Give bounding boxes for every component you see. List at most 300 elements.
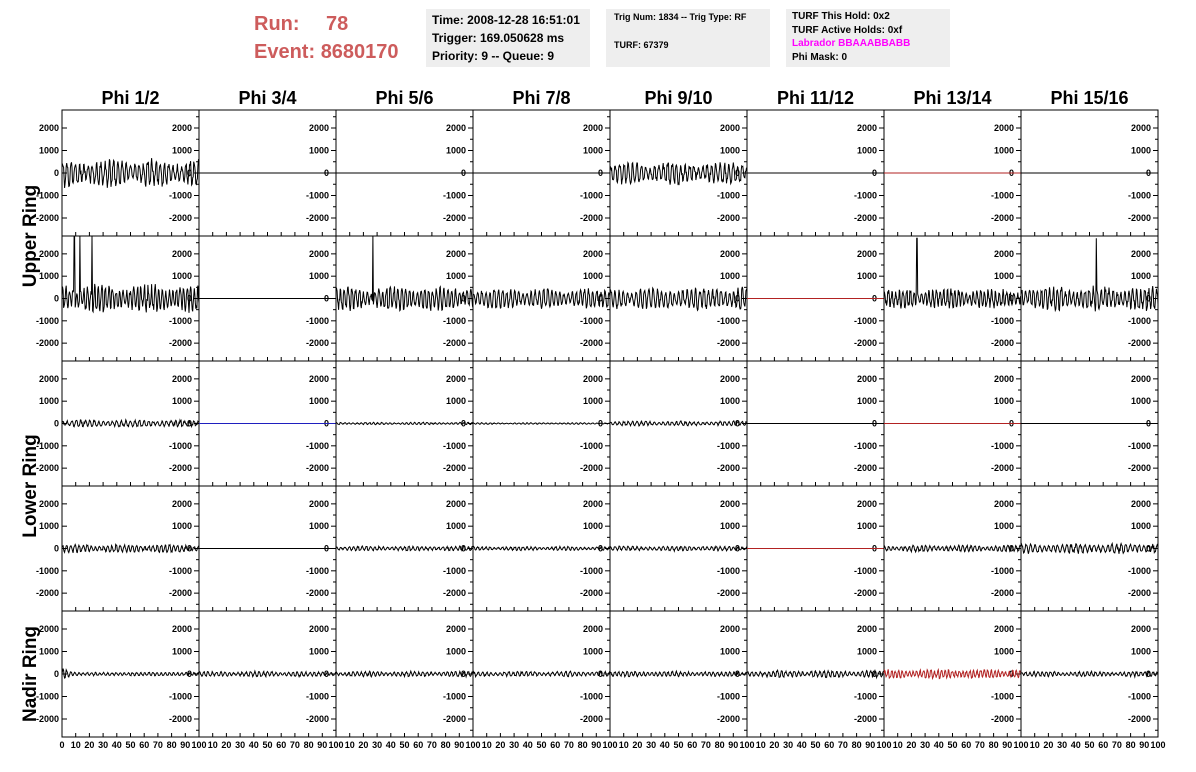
- y-tick-label: -2000: [853, 588, 877, 599]
- x-tick-label: 80: [1125, 740, 1136, 750]
- x-tick-label: 40: [385, 740, 396, 750]
- event-label: Event:: [254, 41, 316, 63]
- y-tick-label: 0: [597, 168, 603, 178]
- x-tick-label: 70: [700, 740, 711, 750]
- waveform-panel: [747, 611, 884, 737]
- y-tick-label: -2000: [305, 463, 329, 474]
- phi-title: Phi 13/14: [913, 88, 992, 108]
- x-tick-label: 70: [837, 740, 848, 750]
- x-tick-label: 40: [796, 740, 807, 750]
- y-tick-label: 2000: [856, 248, 877, 259]
- turf-text: TURF: 67379: [614, 40, 669, 50]
- x-tick-label: 70: [974, 740, 985, 750]
- y-tick-label: 1000: [1130, 521, 1151, 532]
- waveform-panel: [884, 486, 1021, 611]
- y-tick-label: 2000: [719, 373, 740, 384]
- event-value: 8680170: [320, 41, 399, 63]
- y-tick-label: 0: [1145, 543, 1151, 554]
- x-tick-label: 20: [495, 740, 506, 750]
- y-tick-label: -2000: [1127, 463, 1151, 474]
- y-tick-label: -2000: [579, 714, 603, 724]
- x-tick-label: 40: [111, 740, 122, 750]
- y-tick-label: 1000: [38, 145, 59, 156]
- x-tick-label: 80: [851, 740, 862, 750]
- y-tick-label: 0: [460, 293, 466, 304]
- x-tick-label: 60: [550, 740, 561, 750]
- x-tick-label: 20: [358, 740, 369, 750]
- x-tick-label: 50: [673, 740, 684, 750]
- y-tick-label: 1000: [445, 145, 466, 156]
- y-tick-label: 0: [323, 543, 329, 554]
- y-tick-label: 2000: [993, 498, 1014, 509]
- y-tick-label: 2000: [308, 123, 329, 133]
- y-tick-label: 2000: [1130, 373, 1151, 384]
- y-tick-label: 2000: [993, 373, 1014, 384]
- phi-mask-text: Phi Mask: 0: [792, 51, 848, 63]
- waveform-panel: [199, 361, 336, 486]
- x-tick-label: 50: [810, 740, 821, 750]
- x-tick-label: 10: [755, 740, 766, 750]
- x-tick-label: 80: [714, 740, 725, 750]
- y-tick-label: 1000: [171, 521, 192, 532]
- waveform-panel: [884, 611, 1021, 737]
- y-tick-label: -1000: [579, 691, 603, 702]
- y-tick-label: 2000: [719, 248, 740, 259]
- y-tick-label: 1000: [308, 646, 329, 657]
- y-tick-label: -1000: [168, 565, 192, 576]
- y-tick-label: 2000: [38, 248, 59, 259]
- x-tick-label: 50: [399, 740, 410, 750]
- y-tick-label: 2000: [856, 498, 877, 509]
- y-tick-label: -1000: [716, 691, 740, 702]
- y-tick-label: 2000: [38, 123, 59, 133]
- y-tick-label: 0: [734, 168, 740, 178]
- x-tick-label: 90: [728, 740, 739, 750]
- waveform-panel: [610, 110, 747, 236]
- y-tick-label: 0: [1008, 669, 1014, 679]
- x-tick-label: 20: [1043, 740, 1054, 750]
- y-tick-label: -2000: [168, 213, 192, 223]
- y-tick-label: 0: [53, 418, 59, 429]
- y-tick-label: 2000: [856, 373, 877, 384]
- x-tick-label: 30: [646, 740, 657, 750]
- y-tick-label: -2000: [35, 213, 59, 223]
- waveform-panel: [747, 110, 884, 236]
- waveform-panel: [473, 611, 610, 737]
- x-tick-label: 100: [1013, 740, 1029, 750]
- y-tick-label: -2000: [990, 463, 1014, 474]
- x-tick-label: 60: [961, 740, 972, 750]
- y-tick-label: -1000: [1127, 190, 1151, 201]
- y-tick-label: -2000: [442, 463, 466, 474]
- y-tick-label: -1000: [305, 440, 329, 451]
- x-tick-label: 100: [602, 740, 618, 750]
- y-tick-label: 1000: [1130, 396, 1151, 407]
- y-tick-label: 0: [323, 293, 329, 304]
- y-tick-label: 2000: [308, 498, 329, 509]
- y-tick-label: -1000: [990, 440, 1014, 451]
- phi-title: Phi 5/6: [375, 88, 434, 108]
- y-tick-label: -1000: [442, 190, 466, 201]
- y-tick-label: 1000: [38, 271, 59, 282]
- waveform-panel: [36, 236, 199, 361]
- y-tick-label: -2000: [1127, 213, 1151, 223]
- y-tick-label: -2000: [35, 463, 59, 474]
- y-tick-label: 1000: [719, 271, 740, 282]
- y-tick-label: 2000: [719, 123, 740, 133]
- x-tick-label: 70: [152, 740, 163, 750]
- x-tick-label: 10: [207, 740, 218, 750]
- y-tick-label: 0: [460, 669, 466, 679]
- y-tick-label: 2000: [171, 624, 192, 634]
- x-tick-label: 10: [892, 740, 903, 750]
- y-tick-label: 0: [1145, 418, 1151, 429]
- y-tick-label: 0: [1008, 293, 1014, 304]
- y-tick-label: 1000: [445, 271, 466, 282]
- waveform-panel: [36, 110, 199, 236]
- y-tick-label: 1000: [993, 145, 1014, 156]
- x-tick-label: 20: [632, 740, 643, 750]
- x-tick-label: 30: [920, 740, 931, 750]
- y-tick-label: 0: [460, 168, 466, 178]
- waveform-panel: [610, 486, 747, 611]
- y-tick-label: 0: [186, 543, 192, 554]
- y-tick-label: 0: [597, 293, 603, 304]
- x-tick-label: 100: [876, 740, 892, 750]
- y-tick-label: 2000: [38, 498, 59, 509]
- y-tick-label: -1000: [579, 315, 603, 326]
- y-tick-label: -1000: [35, 691, 59, 702]
- x-tick-label: 0: [59, 740, 65, 750]
- turf-active-holds-text: TURF Active Holds: 0xf: [792, 24, 903, 36]
- y-tick-label: 1000: [993, 271, 1014, 282]
- y-tick-label: -1000: [716, 315, 740, 326]
- x-tick-label: 30: [1057, 740, 1068, 750]
- waveform-panel: [610, 361, 747, 486]
- y-tick-label: -1000: [716, 190, 740, 201]
- y-tick-label: 0: [871, 293, 877, 304]
- y-tick-label: 2000: [445, 373, 466, 384]
- waveform-panel: [1021, 611, 1158, 737]
- x-tick-label: 100: [465, 740, 481, 750]
- y-tick-label: -2000: [853, 463, 877, 474]
- y-tick-label: -2000: [853, 338, 877, 349]
- y-tick-label: -2000: [990, 213, 1014, 223]
- y-tick-label: 0: [597, 418, 603, 429]
- y-tick-label: 1000: [171, 145, 192, 156]
- y-tick-label: -1000: [35, 440, 59, 451]
- x-tick-label: 100: [328, 740, 344, 750]
- y-tick-label: 2000: [856, 123, 877, 133]
- time-text: Time: 2008-12-28 16:51:01: [432, 13, 580, 27]
- y-tick-label: 2000: [993, 123, 1014, 133]
- y-tick-label: -1000: [1127, 691, 1151, 702]
- phi-title: Phi 11/12: [776, 88, 855, 108]
- y-tick-label: -2000: [35, 338, 59, 349]
- y-tick-label: -1000: [990, 691, 1014, 702]
- y-tick-label: 1000: [719, 521, 740, 532]
- waveform-panel: [1021, 236, 1158, 361]
- y-tick-label: 2000: [38, 624, 59, 634]
- y-tick-label: -2000: [990, 714, 1014, 724]
- x-tick-label: 40: [659, 740, 670, 750]
- x-tick-label: 80: [988, 740, 999, 750]
- y-tick-label: -1000: [716, 565, 740, 576]
- y-tick-label: 2000: [308, 248, 329, 259]
- y-tick-label: 1000: [445, 521, 466, 532]
- x-tick-label: 70: [563, 740, 574, 750]
- y-tick-label: 0: [734, 418, 740, 429]
- y-tick-label: 0: [460, 543, 466, 554]
- x-tick-label: 90: [591, 740, 602, 750]
- x-tick-label: 70: [426, 740, 437, 750]
- y-tick-label: -1000: [168, 315, 192, 326]
- ring-label: Nadir Ring: [20, 625, 41, 723]
- y-tick-label: -2000: [35, 588, 59, 599]
- x-tick-label: 20: [769, 740, 780, 750]
- waveform-panel: [36, 486, 199, 611]
- y-tick-label: -1000: [853, 440, 877, 451]
- y-tick-label: -2000: [442, 213, 466, 223]
- y-tick-label: -2000: [168, 714, 192, 724]
- y-tick-label: 2000: [719, 498, 740, 509]
- x-tick-label: 30: [372, 740, 383, 750]
- y-tick-label: -1000: [853, 565, 877, 576]
- y-tick-label: 1000: [38, 521, 59, 532]
- x-tick-label: 40: [1070, 740, 1081, 750]
- y-tick-label: 0: [1008, 543, 1014, 554]
- waveform-panel: [336, 236, 473, 361]
- x-tick-label: 50: [1084, 740, 1095, 750]
- y-tick-label: 1000: [856, 521, 877, 532]
- y-tick-label: -2000: [853, 714, 877, 724]
- y-tick-label: -1000: [1127, 315, 1151, 326]
- y-tick-label: -2000: [168, 588, 192, 599]
- y-tick-label: -2000: [442, 588, 466, 599]
- phi-title: Phi 3/4: [238, 88, 297, 108]
- y-tick-label: 2000: [582, 498, 603, 509]
- y-tick-label: 1000: [171, 271, 192, 282]
- x-tick-label: 60: [413, 740, 424, 750]
- y-tick-label: 0: [53, 543, 59, 554]
- x-tick-label: 40: [522, 740, 533, 750]
- x-tick-label: 100: [1150, 740, 1166, 750]
- y-tick-label: 0: [871, 418, 877, 429]
- y-tick-label: -1000: [853, 691, 877, 702]
- y-tick-label: 0: [186, 168, 192, 178]
- y-tick-label: 2000: [1130, 123, 1151, 133]
- x-tick-label: 90: [1139, 740, 1150, 750]
- y-tick-label: -1000: [35, 190, 59, 201]
- y-tick-label: -2000: [579, 213, 603, 223]
- waveform-panel: [884, 361, 1021, 486]
- x-tick-label: 90: [865, 740, 876, 750]
- y-tick-label: -2000: [716, 714, 740, 724]
- x-tick-label: 90: [454, 740, 465, 750]
- y-tick-label: 2000: [1130, 498, 1151, 509]
- y-tick-label: 2000: [171, 123, 192, 133]
- y-tick-label: -1000: [305, 691, 329, 702]
- x-tick-label: 80: [303, 740, 314, 750]
- y-tick-label: 1000: [993, 396, 1014, 407]
- y-tick-label: 2000: [445, 123, 466, 133]
- y-tick-label: 2000: [308, 373, 329, 384]
- y-tick-label: -2000: [579, 588, 603, 599]
- y-tick-label: 2000: [582, 624, 603, 634]
- y-tick-label: -2000: [990, 588, 1014, 599]
- waveform-panel: [610, 236, 747, 361]
- y-tick-label: 2000: [993, 624, 1014, 634]
- waveform-panel: [336, 110, 473, 236]
- y-tick-label: -1000: [990, 190, 1014, 201]
- y-tick-label: 1000: [582, 396, 603, 407]
- waveform-panel: [36, 611, 199, 737]
- y-tick-label: -1000: [442, 440, 466, 451]
- waveform-panel: [199, 486, 336, 611]
- y-tick-label: 2000: [1130, 248, 1151, 259]
- y-tick-label: 0: [871, 669, 877, 679]
- x-tick-label: 50: [947, 740, 958, 750]
- y-tick-label: 1000: [38, 646, 59, 657]
- y-tick-label: 1000: [445, 396, 466, 407]
- y-tick-label: -1000: [1127, 440, 1151, 451]
- y-tick-label: 2000: [445, 624, 466, 634]
- y-tick-label: -2000: [305, 588, 329, 599]
- waveform-panel: [473, 361, 610, 486]
- x-tick-label: 60: [1098, 740, 1109, 750]
- y-tick-label: 1000: [1130, 271, 1151, 282]
- phi-title: Phi 1/2: [101, 88, 160, 108]
- y-tick-label: 2000: [445, 248, 466, 259]
- phi-title: Phi 9/10: [644, 88, 713, 108]
- x-tick-label: 20: [221, 740, 232, 750]
- y-tick-label: -2000: [579, 463, 603, 474]
- y-tick-label: 0: [871, 543, 877, 554]
- run-value: 78: [326, 13, 349, 35]
- y-tick-label: -2000: [442, 714, 466, 724]
- trig-num-text: Trig Num: 1834 -- Trig Type: RF: [614, 12, 747, 22]
- x-tick-label: 80: [166, 740, 177, 750]
- y-tick-label: 0: [323, 669, 329, 679]
- x-tick-label: 10: [70, 740, 81, 750]
- y-tick-label: 0: [186, 418, 192, 429]
- y-tick-label: 2000: [719, 624, 740, 634]
- y-tick-label: 1000: [582, 271, 603, 282]
- ring-label: Lower Ring: [20, 434, 41, 538]
- y-tick-label: 1000: [856, 271, 877, 282]
- y-tick-label: 1000: [582, 521, 603, 532]
- y-tick-label: -1000: [990, 315, 1014, 326]
- x-tick-label: 20: [84, 740, 95, 750]
- y-tick-label: -2000: [1127, 338, 1151, 349]
- y-tick-label: -2000: [1127, 588, 1151, 599]
- x-tick-label: 10: [1029, 740, 1040, 750]
- y-tick-label: 1000: [856, 145, 877, 156]
- y-tick-label: 2000: [171, 498, 192, 509]
- y-tick-label: -2000: [168, 463, 192, 474]
- y-tick-label: -2000: [442, 338, 466, 349]
- waveform-panel: [1021, 361, 1158, 486]
- y-tick-label: 2000: [171, 373, 192, 384]
- y-tick-label: 2000: [445, 498, 466, 509]
- y-tick-label: 1000: [856, 646, 877, 657]
- y-tick-label: 2000: [582, 248, 603, 259]
- y-tick-label: -1000: [442, 565, 466, 576]
- labrador-text: Labrador BBAAABBABB: [792, 38, 911, 49]
- y-tick-label: 1000: [308, 396, 329, 407]
- y-tick-label: 0: [597, 543, 603, 554]
- trigger-text: Trigger: 169.050628 ms: [432, 31, 565, 45]
- y-tick-label: -1000: [168, 190, 192, 201]
- y-tick-label: -1000: [990, 565, 1014, 576]
- y-tick-label: 0: [53, 293, 59, 304]
- x-tick-label: 100: [739, 740, 755, 750]
- waveform-panel: [336, 611, 473, 737]
- ring-label: Upper Ring: [20, 184, 41, 288]
- y-tick-label: 1000: [719, 145, 740, 156]
- y-tick-label: -1000: [35, 565, 59, 576]
- y-tick-label: 0: [460, 418, 466, 429]
- y-tick-label: 1000: [856, 396, 877, 407]
- y-tick-label: 1000: [1130, 646, 1151, 657]
- waveform-panel: [884, 236, 1021, 361]
- y-tick-label: -1000: [305, 190, 329, 201]
- y-tick-label: 0: [734, 543, 740, 554]
- y-tick-label: 0: [323, 168, 329, 178]
- waveform-panel: [199, 236, 336, 361]
- y-tick-label: 0: [323, 418, 329, 429]
- x-tick-label: 60: [824, 740, 835, 750]
- y-tick-label: 0: [734, 293, 740, 304]
- y-tick-label: -2000: [1127, 714, 1151, 724]
- priority-text: Priority: 9 -- Queue: 9: [432, 49, 555, 63]
- x-tick-label: 70: [1111, 740, 1122, 750]
- x-tick-label: 70: [289, 740, 300, 750]
- phi-title: Phi 15/16: [1050, 88, 1129, 108]
- y-tick-label: 1000: [171, 396, 192, 407]
- waveform-panel: [473, 486, 610, 611]
- x-tick-label: 50: [536, 740, 547, 750]
- x-tick-label: 90: [1002, 740, 1013, 750]
- y-tick-label: -2000: [853, 213, 877, 223]
- waveform-panel: [36, 361, 199, 486]
- y-tick-label: 2000: [171, 248, 192, 259]
- x-tick-label: 80: [577, 740, 588, 750]
- waveform-panel: [747, 236, 884, 361]
- turf-this-hold-text: TURF This Hold: 0x2: [792, 11, 890, 22]
- y-tick-label: -2000: [579, 338, 603, 349]
- x-tick-label: 30: [509, 740, 520, 750]
- x-tick-label: 10: [344, 740, 355, 750]
- y-tick-label: 1000: [38, 396, 59, 407]
- y-tick-label: -1000: [442, 691, 466, 702]
- y-tick-label: 0: [1008, 168, 1014, 178]
- y-tick-label: -2000: [305, 338, 329, 349]
- waveform-panel: [336, 486, 473, 611]
- y-tick-label: 1000: [993, 521, 1014, 532]
- y-tick-label: 2000: [582, 123, 603, 133]
- y-tick-label: -1000: [579, 190, 603, 201]
- y-tick-label: -1000: [579, 440, 603, 451]
- y-tick-label: 1000: [993, 646, 1014, 657]
- x-tick-label: 60: [276, 740, 287, 750]
- y-tick-label: 2000: [308, 624, 329, 634]
- y-tick-label: 0: [53, 168, 59, 178]
- x-tick-label: 60: [139, 740, 150, 750]
- y-tick-label: 2000: [993, 248, 1014, 259]
- x-tick-label: 50: [262, 740, 273, 750]
- y-tick-label: 0: [597, 669, 603, 679]
